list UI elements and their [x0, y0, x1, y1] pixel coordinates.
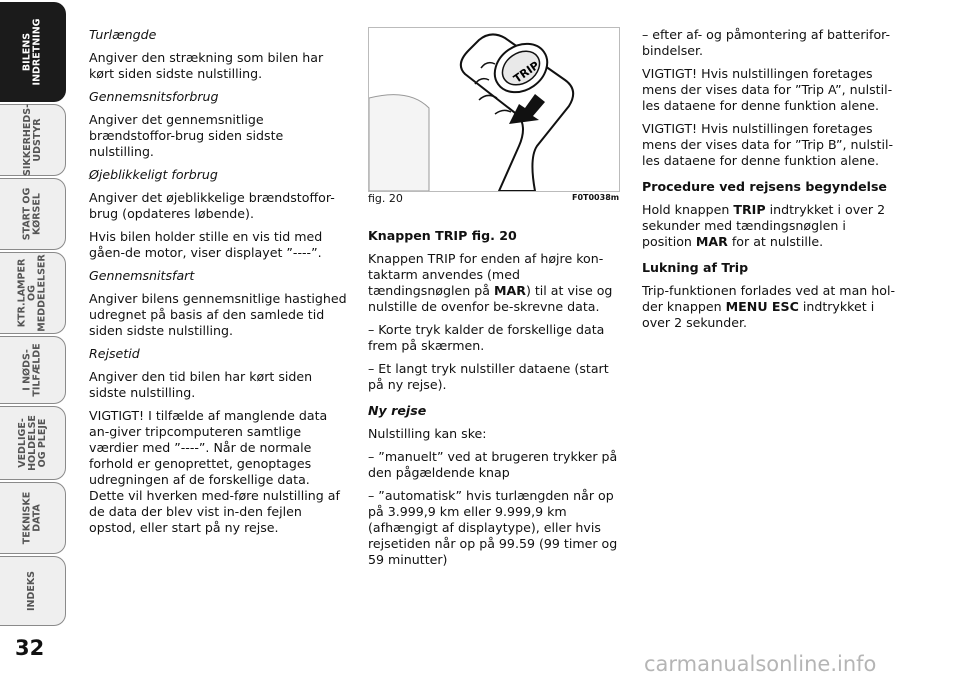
heading-knappen-trip: Knappen TRIP fig. 20 [368, 228, 517, 243]
paragraph: Angiver den strækning som bilen har kørt siden sidste nulstilling. [89, 50, 324, 81]
paragraph [368, 251, 620, 315]
text-run: indtrykket i over 2 sekunder med tændingsnøglen i position [642, 202, 886, 249]
figure-code: F0T0038m [572, 193, 620, 202]
tab-label: SIKKERHEDS- UDSTYR [21, 103, 43, 177]
subheading-gennemsnitsforbrug: Gennemsnitsforbrug [89, 89, 219, 104]
heading-procedure: Procedure ved rejsens begyndelse [642, 179, 887, 194]
figure-caption: fig. 20 [368, 192, 403, 205]
text-bold: TRIP [733, 202, 766, 217]
section-tabs [0, 0, 72, 677]
tab-i-noedstilfaelde[interactable] [0, 336, 66, 404]
trip-label: TRIP [511, 58, 542, 86]
text-run: indtrykket i over 2 sekunder. [642, 299, 875, 330]
tab-label: I NØDS- TILFÆLDE [21, 343, 43, 397]
tab-sikkerhedsudstyr[interactable] [0, 104, 66, 176]
tab-start-og-koersel[interactable] [0, 178, 66, 250]
tab-indeks[interactable] [0, 556, 66, 626]
page-number: 32 [15, 636, 45, 660]
tab-label: VEDLIGE- HOLDELSE OG PLEJE [16, 415, 48, 471]
paragraph: – Korte tryk kalder de forskellige data frem på skærmen. [368, 322, 605, 353]
paragraph [642, 202, 896, 250]
paragraph: Angiver det øjeblikkelige brændstoffor-brug (opdateres løbende). [89, 190, 335, 221]
paragraph: – ”automatisk” hvis turlængden når op på 3.999,9 km eller 9.999,9 km (afhængigt af displaytype), eller hvis rejsetiden når op på 99.59 (99 timer og 59 minutter) [368, 488, 618, 567]
tab-label: BILENS INDRETNING [21, 18, 43, 86]
tab-label: KTR.LAMPER OG MEDDELELSER [16, 254, 48, 332]
tab-bilens-indretning[interactable] [0, 2, 66, 102]
heading-lukning-af-trip: Lukning af Trip [642, 260, 749, 275]
text-run: for at nulstille. [727, 234, 824, 249]
subheading-gennemsnitsfart: Gennemsnitsfart [89, 268, 195, 283]
subheading-ny-rejse: Ny rejse [368, 403, 427, 418]
paragraph: – efter af- og påmontering af batterifor-bindelser. [642, 27, 891, 58]
column-middle [368, 228, 620, 575]
paragraph [642, 283, 896, 331]
tab-label: START OG KØRSEL [21, 187, 43, 241]
text-run: Knappen TRIP for enden af højre kon-taktarm anvendes (med tændingsnøglen på [368, 251, 604, 298]
tab-label: TEKNISKE DATA [21, 491, 43, 545]
paragraph: VIGTIGT! I tilfælde af manglende data an-giver tripcomputeren samtlige værdier med ”----”. Når de normale forhold er genoprettet, genoptages udregningen af de forskellige data. Dette vil hverken med-føre nulstilling af de data der blev vist in-den fejlen opstod, eller start på ny rejse. [89, 408, 340, 535]
column-right [642, 27, 896, 338]
tab-tekniske-data[interactable] [0, 482, 66, 554]
paragraph: VIGTIGT! Hvis nulstillingen foretages mens der vises data for ”Trip B”, nulstil-les dataene for denne funktion alene. [642, 121, 894, 168]
paragraph: Angiver det gennemsnitlige brændstoffor-brug siden sidste nulstilling. [89, 112, 284, 159]
text-bold: MAR [493, 283, 526, 298]
paragraph: Hvis bilen holder stille en vis tid med gåen-de motor, viser displayet ”----”. [89, 229, 323, 260]
tab-ktr-lamper[interactable] [0, 252, 66, 334]
paragraph: Angiver den tid bilen har kørt siden sidste nulstilling. [89, 369, 313, 400]
stalk-illustration [369, 28, 619, 191]
paragraph: Nulstilling kan ske: [368, 426, 487, 441]
subheading-turlaengde: Turlængde [89, 27, 157, 42]
watermark: carmanualsonline.info [644, 652, 877, 676]
figure-trip-button [368, 27, 620, 192]
paragraph: VIGTIGT! Hvis nulstillingen foretages mens der vises data for ”Trip A”, nulstil-les dataene for denne funktion alene. [642, 66, 893, 113]
tab-label: INDEKS [26, 570, 38, 612]
text-run: Hold knappen [642, 202, 734, 217]
text-bold: MAR [695, 234, 728, 249]
text-run: Trip-funktionen forlades ved at man hol-der knappen [642, 283, 895, 314]
text-run: ) til at vise og nulstille de ovenfor be-skrevne data. [368, 283, 613, 314]
paragraph: – Et langt tryk nulstiller dataene (start på ny rejse). [368, 361, 609, 392]
subheading-oejeblikkeligt-forbrug: Øjeblikkeligt forbrug [89, 167, 218, 182]
paragraph: Angiver bilens gennemsnitlige hastighed udregnet på basis af den samlede tid siden sidste nulstilling. [89, 291, 347, 338]
text-bold: MENU ESC [725, 299, 799, 314]
subheading-rejsetid: Rejsetid [89, 346, 140, 361]
paragraph: – ”manuelt” ved at brugeren trykker på den pågældende knap [368, 449, 618, 480]
tab-vedligeholdelse[interactable] [0, 406, 66, 480]
column-left [89, 27, 347, 543]
